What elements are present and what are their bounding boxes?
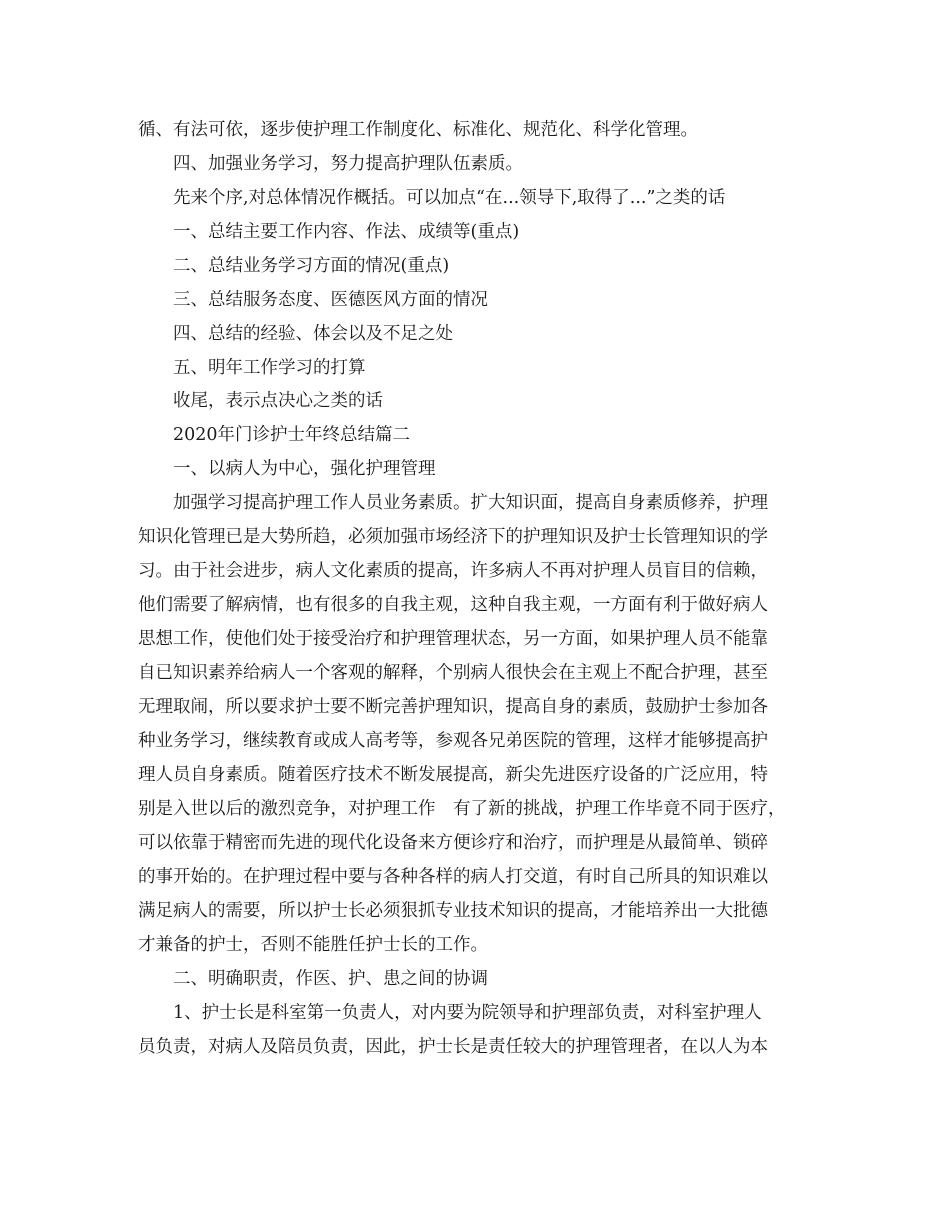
section-heading: 2020年门诊护士年终总结篇二 [173, 425, 411, 445]
text-line: 别是入世以后的激烈竞争，对护理工作 有了新的挑战，护理工作毕竟不同于医疗， [138, 799, 786, 819]
text-line: 思想工作，使他们处于接受治疗和护理管理状态，另一方面，如果护理人员不能靠 [138, 629, 768, 649]
text-line: 四、加强业务学习，努力提高护理队伍素质。 [173, 154, 523, 174]
text-line: 种业务学习，继续教育或成人高考等，参观各兄弟医院的管理，这样才能够提高护 [138, 731, 768, 751]
text-line: 员负责，对病人及陪员负责，因此，护士长是责任较大的护理管理者，在以人为本 [138, 1037, 768, 1057]
text-line: 才兼备的护士，否则不能胜任护士长的工作。 [138, 935, 488, 955]
text-line: 循、有法可依，逐步使护理工作制度化、标准化、规范化、科学化管理。 [138, 120, 698, 140]
text-line: 五、明年工作学习的打算 [173, 358, 366, 378]
text-line: 先来个序,对总体情况作概括。可以加点“在...领导下,取得了...”之类的话 [173, 188, 726, 208]
text-line: 知识化管理已是大势所趋，必须加强市场经济下的护理知识及护士长管理知识的学 [138, 527, 768, 547]
text-line: 满足病人的需要，所以护士长必须狠抓专业技术知识的提高，才能培养出一大批德 [138, 901, 768, 921]
text-line: 三、总结服务态度、医德医风方面的情况 [173, 290, 488, 310]
text-line: 1、护士长是科室第一负责人，对内要为院领导和护理部负责，对科室护理人 [173, 1003, 762, 1023]
text-line: 他们需要了解病情，也有很多的自我主观，这种自我主观，一方面有利于做好病人 [138, 595, 768, 615]
text-line: 理人员自身素质。随着医疗技术不断发展提高，新尖先进医疗设备的广泛应用，特 [138, 765, 768, 785]
text-line: 四、总结的经验、体会以及不足之处 [173, 324, 453, 344]
text-line: 可以依靠于精密而先进的现代化设备来方便诊疗和治疗，而护理是从最简单、锁碎 [138, 833, 768, 853]
text-line: 二、总结业务学习方面的情况(重点) [173, 256, 450, 276]
text-line: 一、总结主要工作内容、作法、成绩等(重点) [173, 222, 520, 242]
text-line: 收尾，表示点决心之类的话 [173, 391, 383, 411]
text-line: 二、明确职责，作医、护、患之间的协调 [173, 969, 488, 989]
text-line: 一、以病人为中心，强化护理管理 [173, 459, 436, 479]
text-line: 的事开始的。在护理过程中要与各种各样的病人打交道，有时自己所具的知识难以 [138, 867, 768, 887]
text-line: 无理取闹，所以要求护士要不断完善护理知识，提高自身的素质，鼓励护士参加各 [138, 697, 768, 717]
text-line: 习。由于社会进步，病人文化素质的提高，许多病人不再对护理人员盲目的信赖， [138, 561, 768, 581]
text-line: 自已知识素养给病人一个客观的解释，个别病人很快会在主观上不配合护理，甚至 [138, 663, 768, 683]
text-line: 加强学习提高护理工作人员业务素质。扩大知识面，提高自身素质修养，护理 [173, 493, 768, 513]
